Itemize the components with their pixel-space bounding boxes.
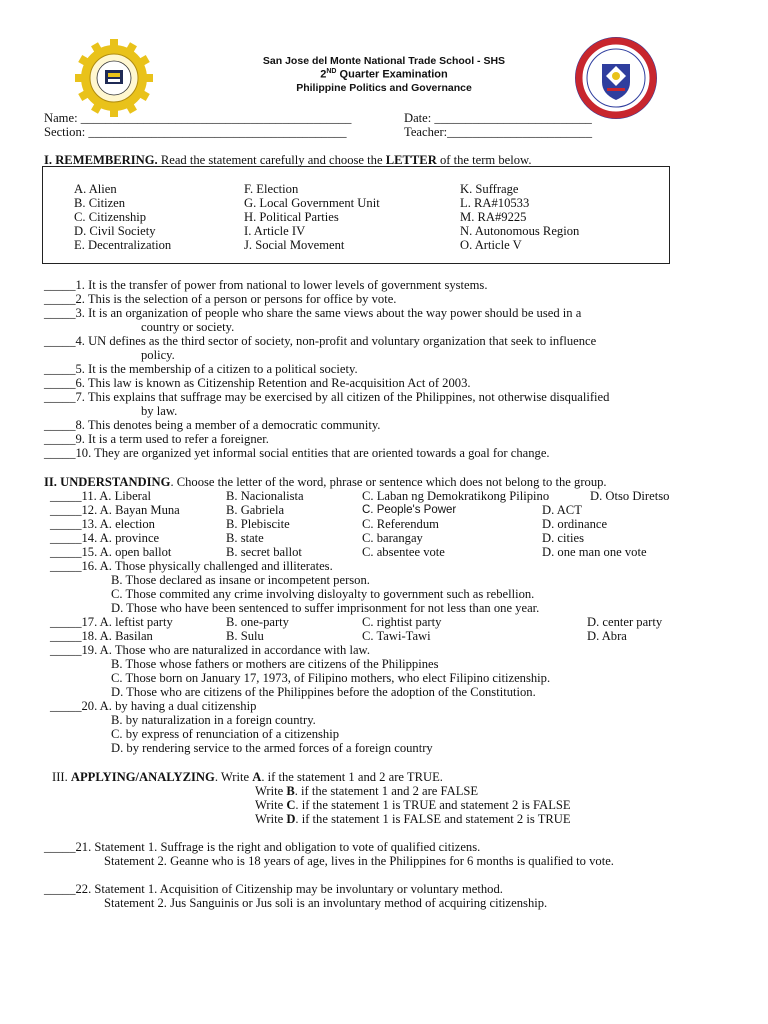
option: D. ACT	[542, 503, 582, 517]
question-item: _____21. Statement 1. Suffrage is the right and obligation to vote of qualified citizens.	[44, 840, 481, 854]
write-rule: Write D. if the statement 1 is FALSE and statement 2 is TRUE	[255, 812, 571, 826]
option: B. Nacionalista	[226, 489, 304, 503]
question-item: _____12. A. Bayan Muna	[50, 503, 180, 517]
question-item: _____19. A. Those who are naturalized in accordance with law.	[50, 643, 370, 657]
write-rule: Write B. if the statement 1 and 2 are FALSE	[255, 784, 479, 798]
option: D. center party	[587, 615, 663, 629]
question-item: _____4. UN defines as the third sector of society, non-profit and voluntary organization that seek to influence	[44, 334, 597, 348]
subject-title: Philippine Politics and Governance	[296, 82, 472, 94]
part1-instructions: I. REMEMBERING. Read the statement carefully and choose the LETTER of the term below.	[44, 153, 532, 167]
question-item: _____3. It is an organization of people who share the same views about the way power should be used in a	[44, 306, 582, 320]
question-item-continuation: by law.	[141, 404, 178, 418]
option: C. Referendum	[362, 517, 439, 531]
option: C. Laban ng Demokratikong Pilipino	[362, 489, 550, 503]
section-field[interactable]: Section: _________________________________________	[44, 125, 347, 139]
question-item: _____5. It is the membership of a citizen to a political society.	[44, 362, 358, 376]
option: C. People's Power	[362, 504, 457, 516]
option: C. Those commited any crime involving disloyalty to government such as rebellion.	[111, 587, 535, 601]
question-item: _____10. They are organized yet informal social entities that are oriented towards a goal for change.	[44, 446, 550, 460]
option: C. barangay	[362, 531, 423, 545]
name-field[interactable]: Name: ___________________________________________	[44, 111, 352, 125]
option: B. secret ballot	[226, 545, 302, 559]
choice: B. Citizen	[74, 196, 126, 210]
choice: N. Autonomous Region	[460, 224, 580, 238]
choice: E. Decentralization	[74, 238, 172, 252]
choice: L. RA#10533	[460, 196, 530, 210]
question-item: _____16. A. Those physically challenged and illiterates.	[50, 559, 333, 573]
choice: O. Article V	[460, 238, 522, 252]
question-item: _____13. A. election	[50, 517, 155, 531]
question-item: _____6. This law is known as Citizenship Retention and Re-acquisition Act of 2003.	[44, 376, 471, 390]
question-item: _____1. It is the transfer of power from national to lower levels of government systems.	[44, 278, 488, 292]
option: D. by rendering service to the armed forces of a foreign country	[111, 741, 433, 755]
option: D. Those who have been sentenced to suffer imprisonment for not less than one year.	[111, 601, 540, 615]
option: D. one man one vote	[542, 545, 647, 559]
option: B. Those declared as insane or incompetent person.	[111, 573, 370, 587]
question-item: _____8. This denotes being a member of a democratic community.	[44, 418, 381, 432]
option: B. by naturalization in a foreign country.	[111, 713, 316, 727]
question-item: _____22. Statement 1. Acquisition of Citizenship may be involuntary or voluntary method.	[44, 882, 503, 896]
option: B. Plebiscite	[226, 517, 290, 531]
choice: K. Suffrage	[460, 182, 519, 196]
option: D. Otso Diretso	[590, 489, 670, 503]
statement-2: Statement 2. Geanne who is 18 years of age, lives in the Philippines for 6 months is qualified to vote.	[104, 854, 614, 868]
option: D. ordinance	[542, 517, 608, 531]
choice: G. Local Government Unit	[244, 196, 380, 210]
option: D. cities	[542, 531, 584, 545]
option: B. state	[226, 531, 264, 545]
question-item: _____11. A. Liberal	[50, 489, 151, 503]
option: C. Tawi-Tawi	[362, 629, 431, 643]
part2-instructions: II. UNDERSTANDING. Choose the letter of the word, phrase or sentence which does not belong to the group.	[44, 475, 607, 489]
question-item: _____14. A. province	[50, 531, 160, 545]
exam-title: 2ND Quarter Examination	[320, 68, 448, 81]
choice: J. Social Movement	[244, 238, 345, 252]
choice: H. Political Parties	[244, 210, 339, 224]
option: C. absentee vote	[362, 545, 445, 559]
teacher-field[interactable]: Teacher:_______________________	[404, 125, 592, 139]
question-item: _____9. It is a term used to refer a foreigner.	[44, 432, 269, 446]
choice: M. RA#9225	[460, 210, 527, 224]
option: C. Those born on January 17, 1973, of Filipino mothers, who elect Filipino citizenship.	[111, 671, 551, 685]
question-item-continuation: policy.	[141, 348, 175, 362]
question-item: _____17. A. leftist party	[50, 615, 173, 629]
choice: I. Article IV	[244, 224, 306, 238]
option: B. Those whose fathers or mothers are citizens of the Philippines	[111, 657, 439, 671]
question-item-continuation: country or society.	[141, 320, 235, 334]
school-name: San Jose del Monte National Trade School - SHS	[262, 55, 506, 67]
option: B. Sulu	[226, 629, 264, 643]
option: B. one-party	[226, 615, 289, 629]
question-item: _____18. A. Basilan	[50, 629, 153, 643]
choice: D. Civil Society	[74, 224, 156, 238]
question-item: _____20. A. by having a dual citizenship	[50, 699, 257, 713]
option: C. by express of renunciation of a citizenship	[111, 727, 340, 741]
question-item: _____7. This explains that suffrage may be exercised by all citizen of the Philippines, not otherwise disqualified	[44, 390, 610, 404]
option: D. Abra	[587, 629, 627, 643]
choice: A. Alien	[74, 182, 117, 196]
question-item: _____2. This is the selection of a person or persons for office by vote.	[44, 292, 397, 306]
statement-2: Statement 2. Jus Sanguinis or Jus soli is an involuntary method of acquiring citizenship.	[104, 896, 548, 910]
question-item: _____15. A. open ballot	[50, 545, 172, 559]
choice: C. Citizenship	[74, 210, 147, 224]
option: C. rightist party	[362, 615, 442, 629]
write-rule: Write C. if the statement 1 is TRUE and statement 2 is FALSE	[255, 798, 571, 812]
part3-instructions: III. APPLYING/ANALYZING. Write A. if the statement 1 and 2 are TRUE.	[52, 770, 443, 784]
date-field[interactable]: Date: _________________________	[404, 111, 592, 125]
option: D. Those who are citizens of the Philippines before the adoption of the Constitution.	[111, 685, 536, 699]
choice: F. Election	[244, 182, 299, 196]
option: B. Gabriela	[226, 503, 285, 517]
